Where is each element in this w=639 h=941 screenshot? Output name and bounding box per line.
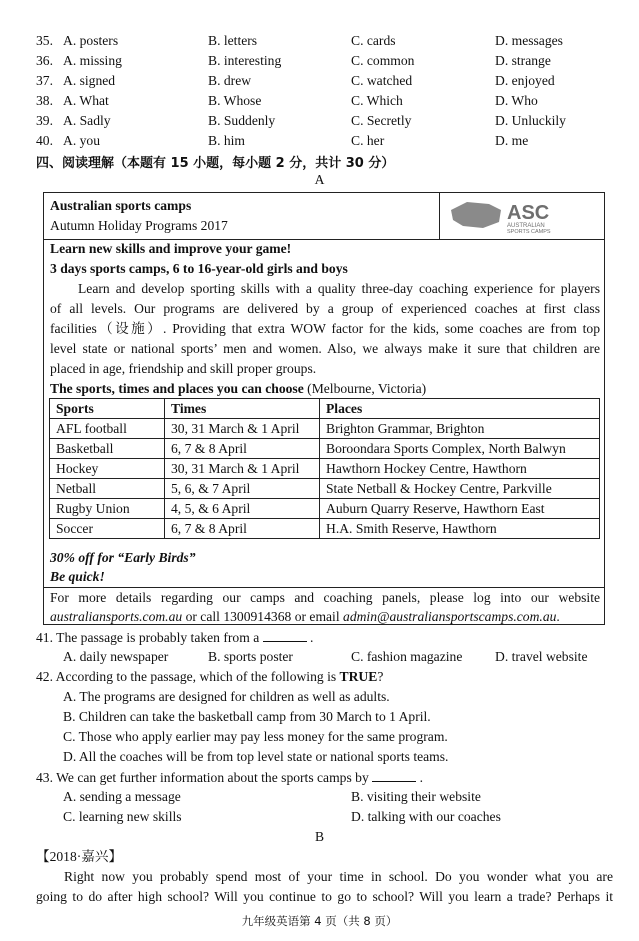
ad-body-line-3: facilities（设施）. Providing that extra WOW factor for the kids, some coaches are from top: [50, 321, 600, 336]
table-cell: Basketball: [50, 439, 165, 459]
q43-option-c: C. learning new skills: [63, 809, 182, 824]
cloze-option-b: B. drew: [208, 73, 252, 88]
cloze-row: [0, 131, 639, 151]
cloze-option-c: C. watched: [351, 73, 413, 88]
table-cell: AFL football: [50, 419, 165, 439]
ad-body-line-4: level state or national sports’ men and women. Also, we always make it sure that children are: [50, 341, 600, 356]
q42-option-c: C. Those who apply earlier may pay less money for the same program.: [63, 729, 448, 744]
table-header-cell: Sports: [50, 399, 165, 419]
cloze-option-c: C. cards: [351, 33, 396, 48]
cloze-number: 40.: [36, 133, 53, 148]
cloze-row: [0, 71, 639, 91]
cloze-option-b: B. him: [208, 133, 246, 148]
cloze-row: [0, 91, 639, 111]
footer-mid: or call 1300914368 or email: [182, 609, 344, 624]
logo-sub1: AUSTRALIAN: [507, 223, 545, 229]
table-cell: Soccer: [50, 519, 165, 539]
section-title: 四、阅读理解（本题有 15 小题，每小题 2 分，共计 30 分）: [36, 156, 395, 171]
q41-option-b: B. sports poster: [208, 649, 293, 664]
table-header-cell: Places: [320, 399, 600, 419]
cloze-option-d: D. Unluckily: [495, 113, 566, 128]
table-cell: Auburn Quarry Reserve, Hawthorn East: [320, 499, 600, 519]
q41-option-a: A. daily newspaper: [63, 649, 169, 664]
passage-b-label: B: [314, 829, 325, 844]
ad-headline: Learn new skills and improve your game!: [50, 241, 292, 256]
cloze-number: 36.: [36, 53, 53, 68]
table-row: [50, 479, 600, 499]
table-cell: Hawthorn Hockey Centre, Hawthorn: [320, 459, 600, 479]
ad-footer-line-2: [50, 607, 560, 627]
table-cell: State Netball & Hockey Centre, Parkville: [320, 479, 600, 499]
ad-body-line-5: placed in age, friendship and skill proper groups.: [50, 361, 317, 376]
passage-b-source: 【2018·嘉兴】: [36, 849, 123, 864]
table-header-row: [50, 399, 600, 419]
ad-box: [43, 192, 605, 625]
cloze-option-a: A. you: [63, 133, 101, 148]
table-intro-rest: (Melbourne, Victoria): [303, 381, 427, 396]
ad-title: Australian sports camps: [50, 198, 192, 213]
passage-b-line-1: Right now you probably spend most of your time in school. Do you wonder what you are: [64, 869, 613, 884]
be-quick: Be quick!: [50, 569, 105, 584]
ad-footer-line-1: For more details regarding our camps and coaching panels, please log into our website: [50, 590, 600, 605]
cloze-option-c: C. Secretly: [351, 113, 412, 128]
table-row: [50, 499, 600, 519]
cloze-option-d: D. strange: [495, 53, 551, 68]
table-cell: 30, 31 March & 1 April: [165, 459, 320, 479]
passage-a-label: A: [314, 172, 325, 187]
logo-sub2: SPORTS CAMPS: [507, 229, 551, 234]
ad-subtitle: Autumn Holiday Programs 2017: [50, 218, 228, 233]
cloze-option-b: B. Whose: [208, 93, 262, 108]
answer-blank: [263, 627, 307, 642]
q42-stem: 42. According to the passage, which of the following is TRUE?: [36, 669, 384, 684]
q43-option-b: B. visiting their website: [351, 789, 481, 804]
footer-website: australiansports.com.au: [50, 609, 183, 624]
cloze-option-a: A. missing: [63, 53, 122, 68]
cloze-option-a: A. signed: [63, 73, 116, 88]
table-row: [50, 519, 600, 539]
q42-option-d: D. All the coaches will be from top level state or national sports teams.: [63, 749, 449, 764]
table-cell: Netball: [50, 479, 165, 499]
table-intro-bold: The sports, times and places you can choose: [50, 381, 304, 396]
cloze-row: [0, 111, 639, 131]
ad-subhead: 3 days sports camps, 6 to 16-year-old girls and boys: [50, 261, 348, 276]
ad-body-line-2: of all levels. Our programs are delivered by a group of experienced coaches at first class: [50, 301, 600, 316]
cloze-option-d: D. me: [495, 133, 529, 148]
cloze-number: 38.: [36, 93, 53, 108]
cloze-option-d: D. Who: [495, 93, 538, 108]
table-row: [50, 459, 600, 479]
cloze-option-a: A. Sadly: [63, 113, 111, 128]
table-cell: Brighton Grammar, Brighton: [320, 419, 600, 439]
q41-option-d: D. travel website: [495, 649, 588, 664]
table-cell: 5, 6, & 7 April: [165, 479, 320, 499]
q43-option-a: A. sending a message: [63, 789, 181, 804]
table-cell: 6, 7 & 8 April: [165, 439, 320, 459]
cloze-number: 35.: [36, 33, 53, 48]
table-header-cell: Times: [165, 399, 320, 419]
footer-email: admin@australiansportscamps.com.au: [343, 609, 557, 624]
table-cell: 6, 7 & 8 April: [165, 519, 320, 539]
table-cell: 4, 5, & 6 April: [165, 499, 320, 519]
cloze-option-a: A. posters: [63, 33, 119, 48]
q41-stem: 41. The passage is probably taken from a .: [36, 627, 313, 647]
table-cell: Hockey: [50, 459, 165, 479]
cloze-number: 39.: [36, 113, 53, 128]
table-row: [50, 439, 600, 459]
ad-body-line-1: Learn and develop sporting skills with a quality three-day coaching experience for players: [78, 281, 600, 296]
cloze-option-c: C. common: [351, 53, 415, 68]
table-row: [50, 419, 600, 439]
cloze-option-d: D. messages: [495, 33, 563, 48]
table-cell: H.A. Smith Reserve, Hawthorn: [320, 519, 600, 539]
table-cell: Rugby Union: [50, 499, 165, 519]
logo-text: ASC: [507, 202, 550, 224]
early-birds: 30% off for “Early Birds”: [50, 550, 196, 565]
cloze-option-b: B. letters: [208, 33, 258, 48]
sports-table: [49, 398, 600, 539]
cloze-option-a: A. What: [63, 93, 109, 108]
table-intro: [50, 379, 426, 399]
page-footer: 九年级英语第 4 页（共 8 页）: [241, 914, 398, 928]
table-cell: 30, 31 March & 1 April: [165, 419, 320, 439]
cloze-option-b: B. Suddenly: [208, 113, 276, 128]
answer-blank: [372, 767, 416, 782]
cloze-number: 37.: [36, 73, 53, 88]
q41-option-c: C. fashion magazine: [351, 649, 463, 664]
ad-header-left: [44, 193, 440, 239]
q42-option-b: B. Children can take the basketball camp from 30 March to 1 April.: [63, 709, 431, 724]
table-cell: Boroondara Sports Complex, North Balwyn: [320, 439, 600, 459]
asc-logo: [449, 198, 566, 234]
cloze-option-c: C. Which: [351, 93, 403, 108]
q43-stem: 43. We can get further information about the sports camps by .: [36, 767, 423, 787]
cloze-row: [0, 51, 639, 71]
passage-b-line-2: going to do after high school? Will you continue to go to school? Will you learn a trade? Perhaps it: [36, 889, 613, 904]
ad-header: [44, 193, 604, 240]
footer-end: .: [556, 609, 560, 624]
cloze-row: [0, 31, 639, 51]
cloze-option-c: C. her: [351, 133, 385, 148]
cloze-option-d: D. enjoyed: [495, 73, 555, 88]
cloze-option-b: B. interesting: [208, 53, 282, 68]
q43-option-d: D. talking with our coaches: [351, 809, 501, 824]
q42-option-a: A. The programs are designed for children as well as adults.: [63, 689, 390, 704]
